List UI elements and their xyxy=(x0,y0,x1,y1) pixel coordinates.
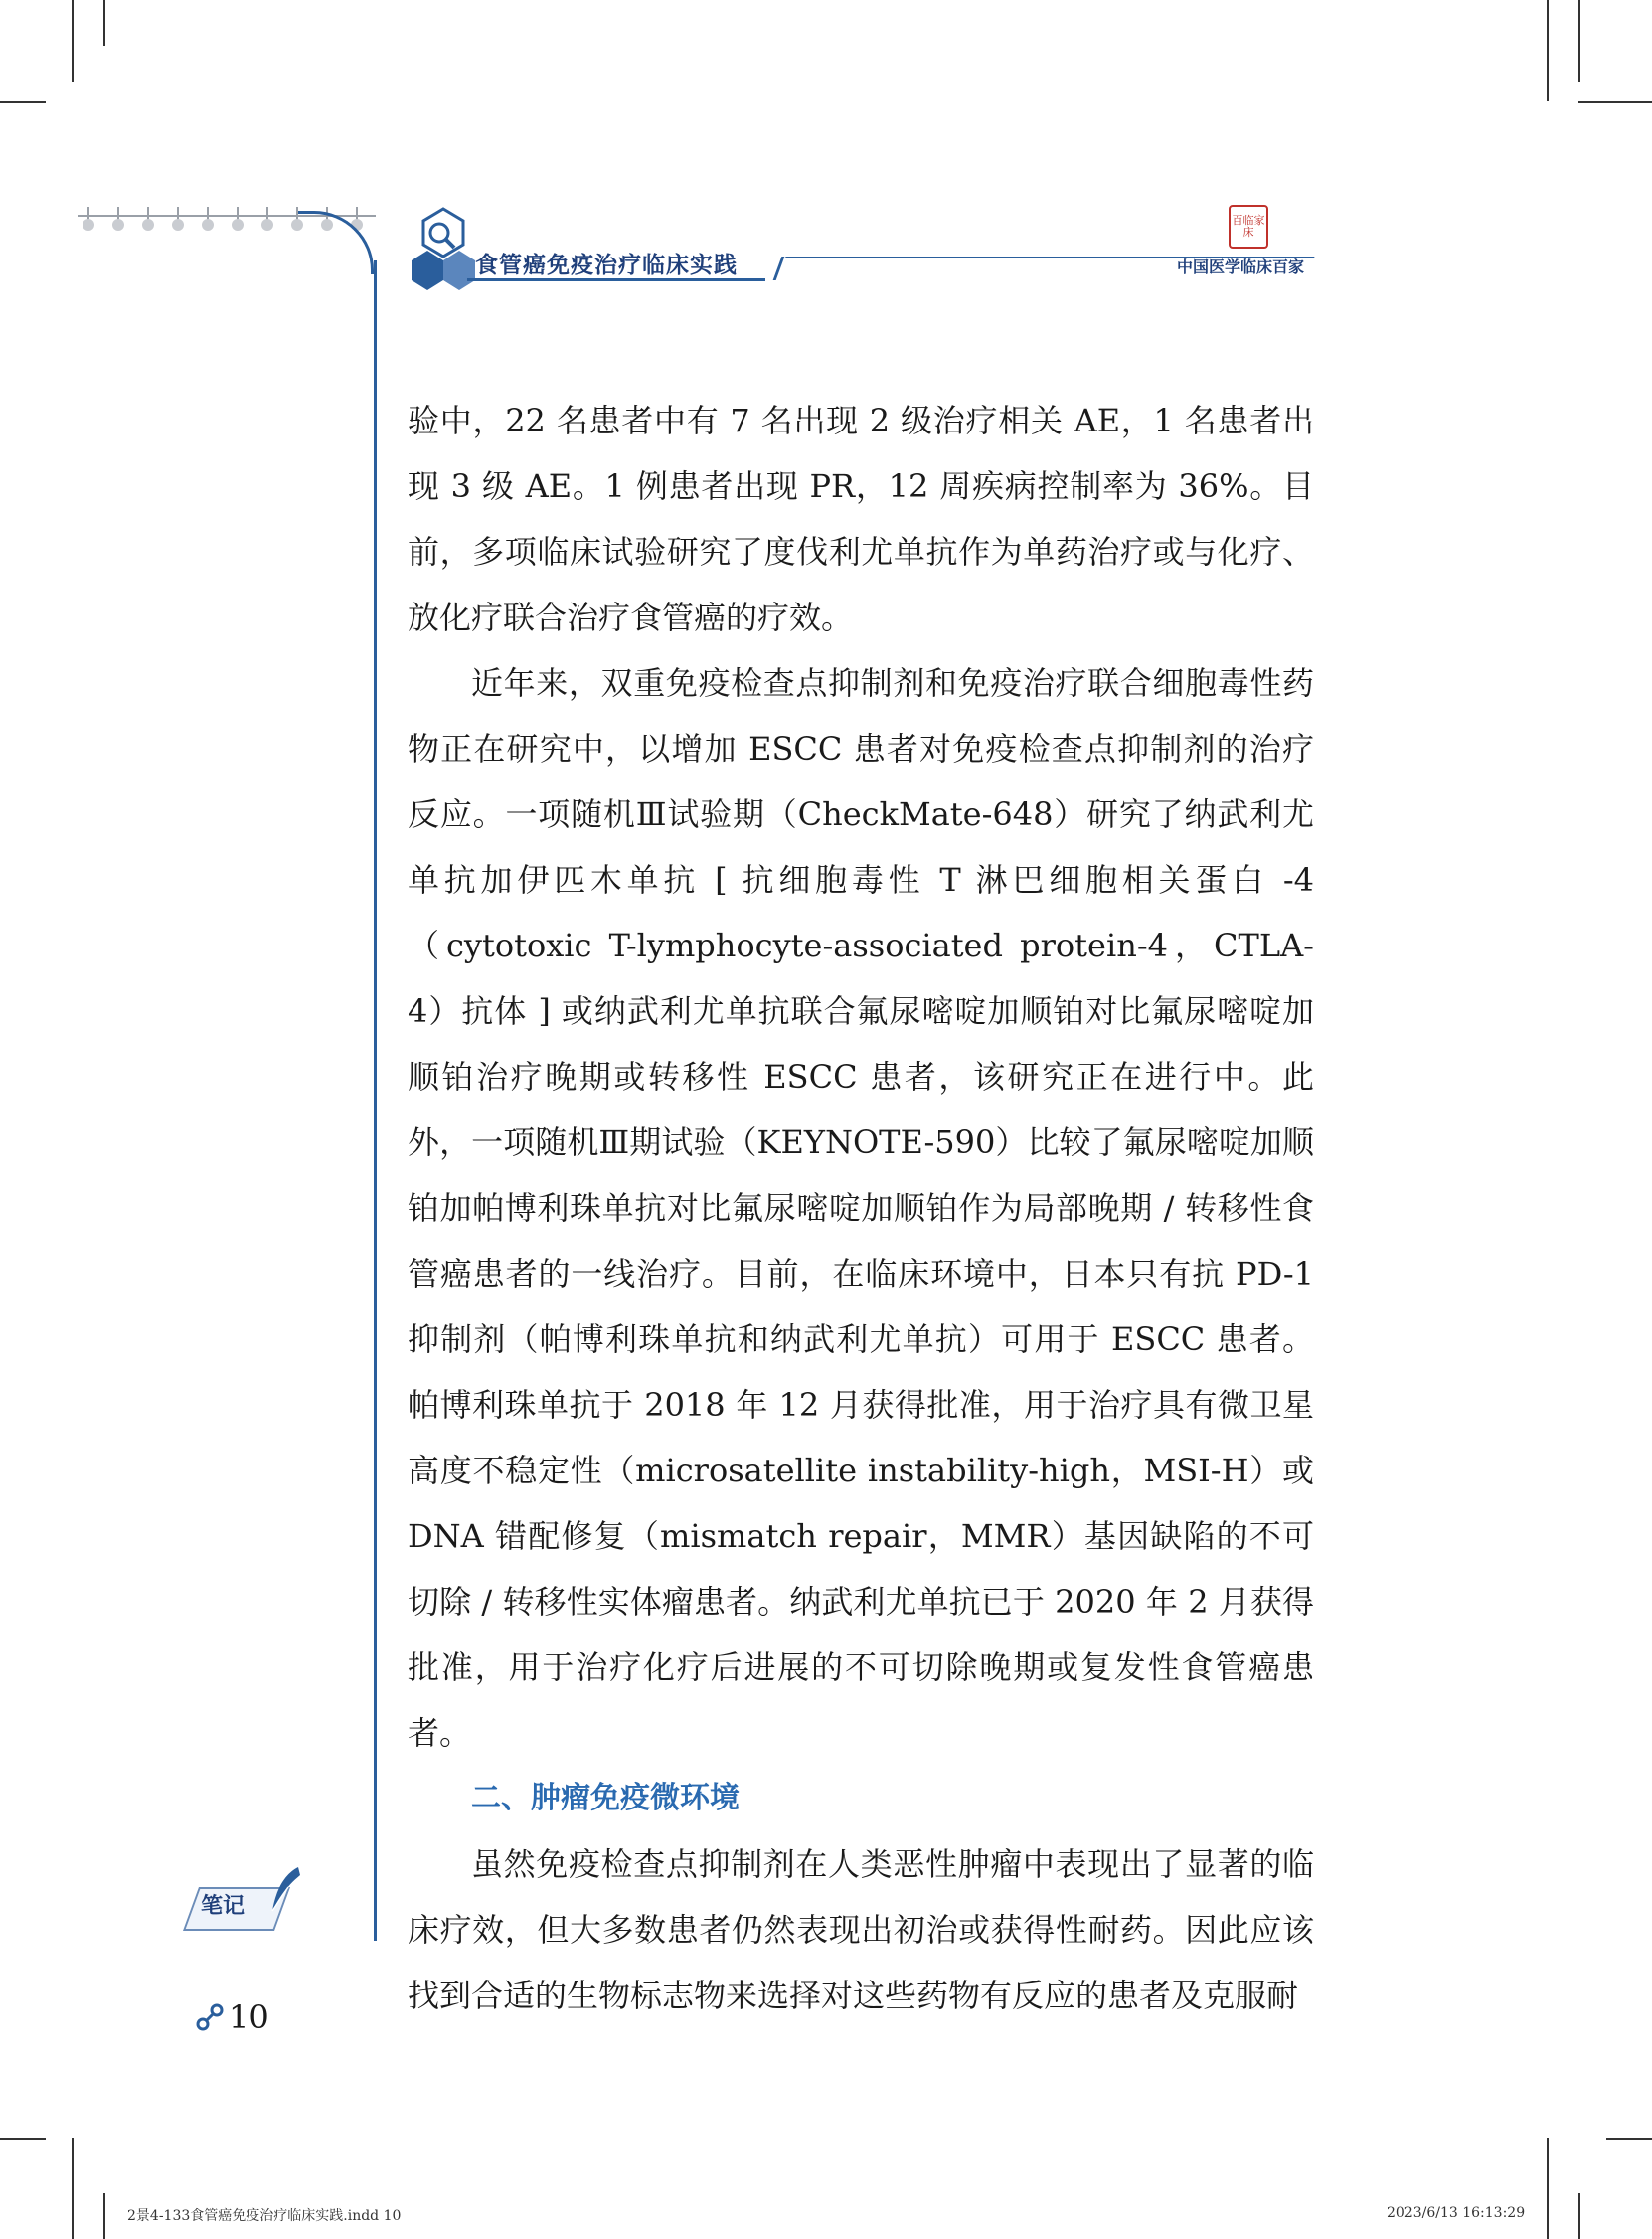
paragraph: 虽然免疫检查点抑制剂在人类恶性肿瘤中表现出了显著的临床疗效，但大多数患者仍然表现出初治或获得性耐药。因此应该找到合适的生物标志物来选择对这些药物有反应的患者及克服耐 xyxy=(408,1845,1314,2014)
body-text xyxy=(408,388,1314,2028)
crop-mark xyxy=(0,101,46,103)
crop-mark xyxy=(1547,0,1549,101)
margin-rule xyxy=(374,260,377,1941)
timestamp: 2023/6/13 16:13:29 xyxy=(1387,2205,1526,2221)
crop-mark xyxy=(1578,2193,1580,2239)
crop-mark xyxy=(0,2138,46,2140)
crop-mark xyxy=(1578,101,1652,103)
crop-mark xyxy=(1547,2138,1549,2239)
crop-mark xyxy=(103,0,105,46)
crop-mark xyxy=(72,0,74,82)
page-number xyxy=(195,1998,269,2036)
hexagon-magnifier-icon xyxy=(408,207,479,296)
header-rule xyxy=(467,278,765,281)
link-chain-icon xyxy=(195,2002,225,2032)
book-title: 食管癌免疫治疗临床实践 xyxy=(475,253,738,278)
crop-mark xyxy=(1578,0,1580,82)
paragraph: 验中，22 名患者中有 7 名出现 2 级治疗相关 AE，1 名患者出现 3 级 AE。1 例患者出现 PR，12 周疾病控制率为 36%。目前，多项临床试验研究了度伐利尤单抗作为单药治疗或与化疗、放化疗联合治疗食管癌的疗效。 xyxy=(408,402,1314,636)
seal-logo: 百临家床 xyxy=(1229,205,1268,249)
series-name: 中国医学临床百家 xyxy=(1177,258,1305,276)
crop-mark xyxy=(1606,2138,1652,2140)
section-heading: 二、肿瘤免疫微环境 xyxy=(471,1781,740,1815)
paragraph: 近年来，双重免疫检查点抑制剂和免疫治疗联合细胞毒性药物正在研究中，以增加 ESCC 患者对免疫检查点抑制剂的治疗反应。一项随机Ⅲ试验期（CheckMate-648）研究了纳武利尤单抗加伊匹木单抗 [ 抗细胞毒性 T 淋巴细胞相关蛋白 -4（cytotoxic T-lymphocyte-associated protein-4，CTLA-4）抗体 ] 或纳武利尤单抗联合氟尿嘧啶加顺铂对比氟尿嘧啶加顺铂治疗晚期或转移性 ESCC 患者，该研究正在进行中。此外，一项随机Ⅲ期试验（KEYNOTE-590）比较了氟尿嘧啶加顺铂加帕博利珠单抗对比氟尿嘧啶加顺铂作为局部晚期 / 转移性食管癌患者的一线治疗。目前，在临床环境中，日本只有抗 PD-1 抑制剂（帕博利珠单抗和纳武利尤单抗）可用于 ESCC 患者。帕博利珠单抗于 2018 年 12 月获得批准，用于治疗具有微卫星高度不稳定性（microsatellite instability-high，MSI-H）或 DNA 错配修复（mismatch repair，MMR）基因缺陷的不可切除 / 转移性实体瘤患者。纳武利尤单抗已于 2020 年 2 月获得批准，用于治疗化疗后进展的不可切除晚期或复发性食管癌患者。 xyxy=(408,664,1314,1752)
header-rule-slant xyxy=(773,257,785,280)
file-slug: 2景4-133食管癌免疫治疗临床实践.indd 10 xyxy=(127,2208,402,2224)
crop-mark xyxy=(103,2193,105,2239)
page-number-value: 10 xyxy=(229,1998,269,2036)
notes-quill-icon: 笔记 xyxy=(187,1865,306,1935)
crop-mark xyxy=(72,2138,74,2239)
